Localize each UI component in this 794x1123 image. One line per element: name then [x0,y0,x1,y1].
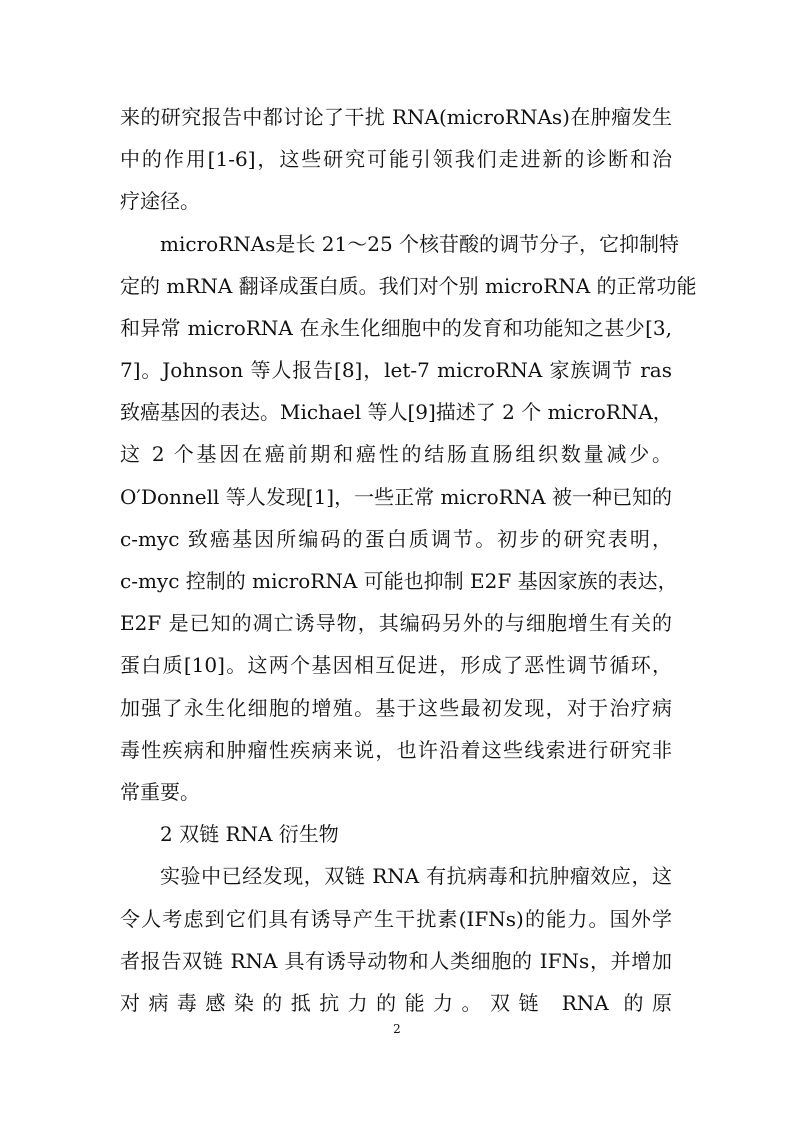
text-line: 疗途径。 [120,189,200,213]
text-line: 毒性疾病和肿瘤性疾病来说，也许沿着这些线索进行研究非 [120,738,672,762]
text-line: 对病毒感染的抵抗力的能力。双链 RNA 的原 [120,991,672,1015]
text-line: 和异常 microRNA 在永生化细胞中的发育和功能知之甚少[3, [120,316,672,340]
section-heading: 2 双链 RNA 衍生物 [160,822,339,846]
text-line: 来的研究报告中都讨论了干扰 RNA(microRNAs)在肿瘤发生 [120,105,672,129]
text-line: 加强了永生化细胞的增殖。基于这些最初发现，对于治疗病 [120,696,672,720]
text-line: 定的 mRNA 翻译成蛋白质。我们对个别 microRNA 的正常功能 [120,274,697,298]
text-line: 常重要。 [120,780,200,804]
text-line: E2F 是已知的凋亡诱导物，其编码另外的与细胞增生有关的 [120,611,672,635]
text-line: O′Donnell 等人发现[1]，一些正常 microRNA 被一种已知的 [120,485,672,509]
text-line: 蛋白质[10]。这两个基因相互促进，形成了恶性调节循环， [120,653,672,677]
text-line: microRNAs是长 21～25 个核苷酸的调节分子，它抑制特 [160,232,680,256]
text-line: 令人考虑到它们具有诱导产生干扰素(IFNs)的能力。国外学 [120,907,672,931]
text-line: 中的作用[1-6]，这些研究可能引领我们走进新的诊断和治 [120,147,672,171]
text-line: 实验中已经发现，双链 RNA 有抗病毒和抗肿瘤效应，这 [160,864,672,888]
text-line: 7]。Johnson 等人报告[8]，let-7 microRNA 家族调节 ras [120,358,672,382]
text-line: 者报告双链 RNA 具有诱导动物和人类细胞的 IFNs，并增加 [120,949,672,973]
text-line: 这 2 个基因在癌前期和癌性的结肠直肠组织数量减少。 [120,442,672,466]
text-line: c-myc 控制的 microRNA 可能也抑制 E2F 基因家族的表达， [120,569,678,593]
page-number: 2 [393,1022,401,1036]
text-line: c-myc 致癌基因所编码的蛋白质调节。初步的研究表明， [120,527,672,551]
text-line: 致癌基因的表达。Michael 等人[9]描述了 2 个 microRNA， [120,400,673,424]
